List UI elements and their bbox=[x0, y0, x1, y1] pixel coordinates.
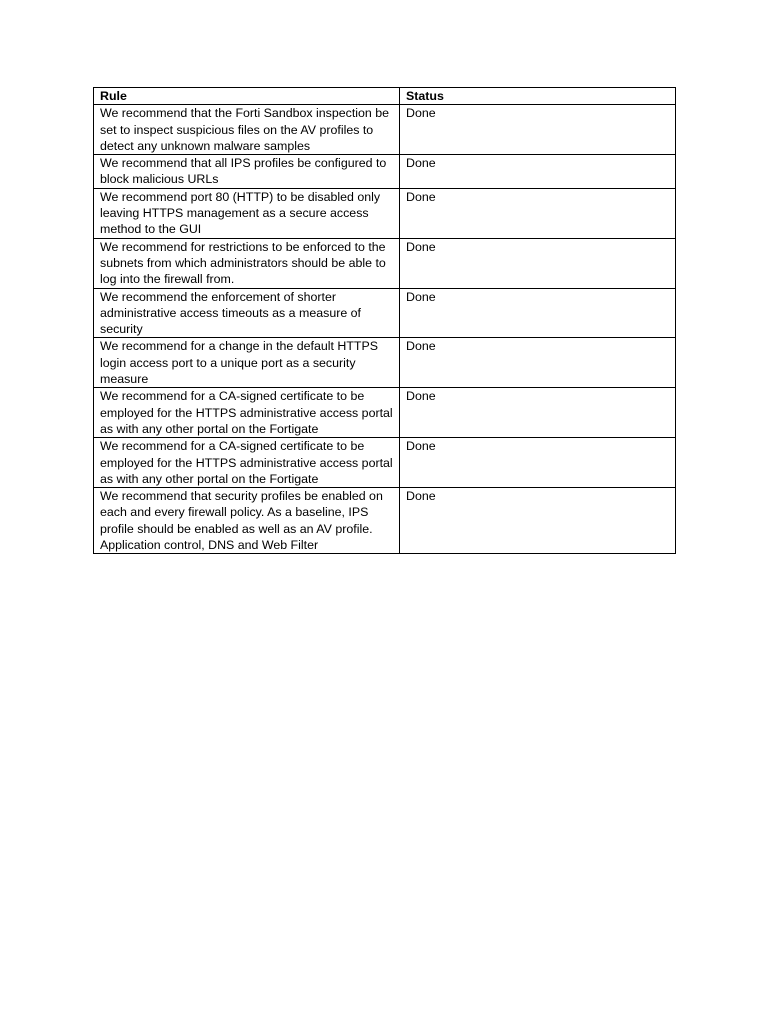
status-cell: Done bbox=[400, 188, 676, 238]
status-cell: Done bbox=[400, 338, 676, 388]
rule-cell: We recommend that the Forti Sandbox inspection be set to inspect suspicious files on the AV profiles to detect any unknown malware samples bbox=[94, 105, 400, 155]
rule-cell: We recommend for restrictions to be enforced to the subnets from which administrators should be able to log into the firewall from. bbox=[94, 238, 400, 288]
status-cell: Done bbox=[400, 438, 676, 488]
status-cell: Done bbox=[400, 288, 676, 338]
table-header bbox=[94, 88, 676, 105]
table-body bbox=[94, 105, 676, 554]
table-row bbox=[94, 438, 676, 488]
rules-status-table bbox=[93, 87, 676, 554]
table-row bbox=[94, 238, 676, 288]
table-row bbox=[94, 488, 676, 554]
status-cell: Done bbox=[400, 105, 676, 155]
table-row bbox=[94, 188, 676, 238]
rule-cell: We recommend for a change in the default HTTPS login access port to a unique port as a security measure bbox=[94, 338, 400, 388]
table-header-row bbox=[94, 88, 676, 105]
rule-cell: We recommend that security profiles be enabled on each and every firewall policy. As a baseline, IPS profile should be enabled as well as an AV profile. Application control, DNS and Web Filter bbox=[94, 488, 400, 554]
rule-column-header: Rule bbox=[94, 88, 400, 105]
rule-cell: We recommend the enforcement of shorter administrative access timeouts as a measure of security bbox=[94, 288, 400, 338]
rule-cell: We recommend that all IPS profiles be configured to block malicious URLs bbox=[94, 155, 400, 189]
rule-cell: We recommend for a CA-signed certificate to be employed for the HTTPS administrative access portal as with any other portal on the Fortigate bbox=[94, 438, 400, 488]
status-cell: Done bbox=[400, 388, 676, 438]
table-row bbox=[94, 105, 676, 155]
rule-cell: We recommend for a CA-signed certificate to be employed for the HTTPS administrative access portal as with any other portal on the Fortigate bbox=[94, 388, 400, 438]
table-row bbox=[94, 388, 676, 438]
status-column-header: Status bbox=[400, 88, 676, 105]
status-cell: Done bbox=[400, 155, 676, 189]
status-cell: Done bbox=[400, 488, 676, 554]
rule-cell: We recommend port 80 (HTTP) to be disabled only leaving HTTPS management as a secure access method to the GUI bbox=[94, 188, 400, 238]
status-cell: Done bbox=[400, 238, 676, 288]
table-row bbox=[94, 288, 676, 338]
table-row bbox=[94, 338, 676, 388]
table-row bbox=[94, 155, 676, 189]
